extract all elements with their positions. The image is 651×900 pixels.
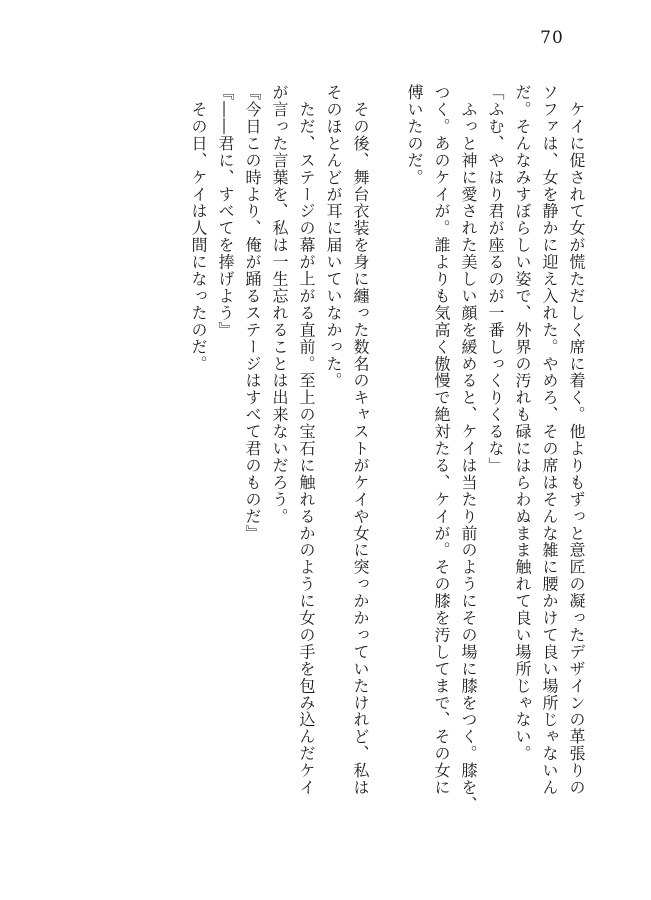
text-line: ケイに促されて女が慌ただしく席に着く。他よりもずっと意匠の凝ったデザインの革張りの [567,84,586,796]
text-line: その日、ケイは人間になったのだ。 [189,84,208,373]
text-line: つく。あのケイが。誰よりも気高く傲慢で絶対たる、ケイが。その膝を汚してまで、その女に [432,84,451,796]
text-line: ソファは、女を静かに迎え入れた。やめろ、その席はそんな雑に腰かけて良い場所じゃないん [540,84,559,796]
section-break [374,84,401,844]
body-text [150,84,590,844]
text-line: 『今日この時より、俺が踊るステージはすべて君のものだ』 [243,84,262,542]
text-line: 『――君に、すべてを捧げよう』 [216,84,235,339]
text-line: 傅いたのだ。 [405,84,424,186]
text-line: だ。そんなみすぼらしい姿で、外界の汚れも碌にはらわぬまま触れて良い場所じゃない。 [513,84,532,762]
text-line: ただ、ステージの幕が上がる直前。至上の宝石に触れるかのように女の手を包み込んだケイ [297,84,316,796]
text-line: 「ふむ、やはり君が座るのが一番しっくりくるな」 [486,84,505,474]
text-line: その後、舞台衣装を身に纏った数名のキャストがケイや女に突っかかっていたけれど、私は [351,84,370,796]
text-line: ふっと神に愛された美しい顔を緩めると、ケイは当たり前のようにその場に膝をつく。膝を、 [459,84,478,813]
page-number: 70 [540,28,564,48]
text-line: が言った言葉を、私は一生忘れることは出来ないだろう。 [270,84,289,525]
text-line: そのほとんどが耳に届いていなかった。 [324,84,343,390]
